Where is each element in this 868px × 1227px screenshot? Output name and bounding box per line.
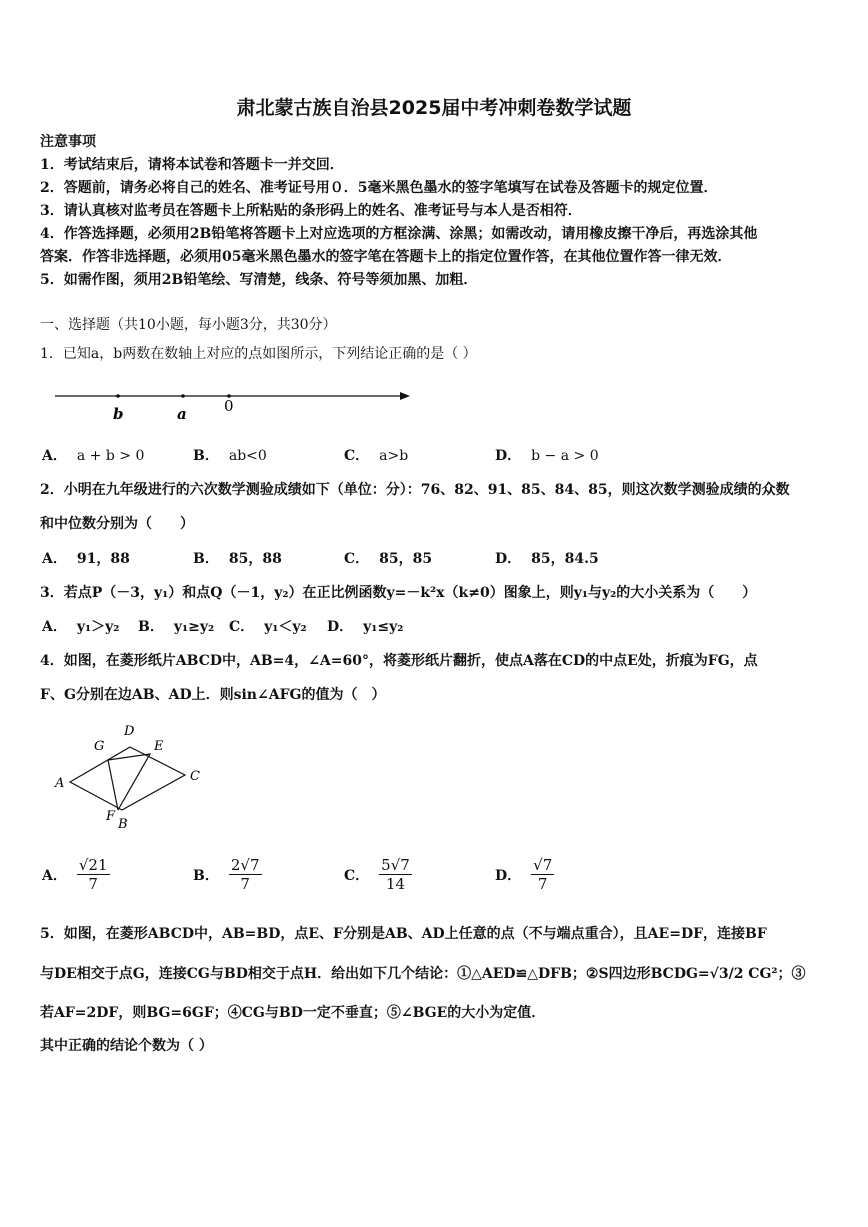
label-a: A (55, 776, 65, 791)
option-b[interactable] (193, 548, 282, 568)
option-d[interactable] (495, 445, 599, 465)
rhombus-outline (70, 747, 185, 810)
option-text: a>b (379, 448, 409, 464)
question-2-stem-cont: 和中位数分别为（ ） (40, 516, 194, 532)
arrow-icon (400, 392, 410, 400)
crease-line (108, 760, 118, 810)
option-a[interactable] (42, 616, 119, 636)
option-label: A． (42, 867, 67, 884)
fraction-numerator: √21 (78, 856, 108, 874)
label-zero: 0 (224, 397, 234, 415)
option-b[interactable] (193, 856, 262, 893)
option-c[interactable] (229, 616, 307, 636)
note-item: 2．答题前，请务必将自己的姓名、准考证号用０．5毫米黑色墨水的签字笔填写在试卷及答题卡的规定位置． (40, 180, 718, 196)
label-g: G (94, 739, 105, 754)
option-c[interactable] (344, 548, 432, 568)
option-label: B． (193, 551, 219, 567)
fraction-denominator: 14 (385, 875, 406, 893)
option-label: D． (495, 551, 522, 567)
option-text: ab<0 (228, 448, 267, 464)
label-e: E (154, 739, 164, 754)
page-title: 肃北蒙古族自治县2025届中考冲刺卷数学试题 (236, 97, 632, 119)
section-heading: 一、选择题（共10小题，每小题3分，共30分） (40, 317, 337, 333)
fraction-denominator: 7 (537, 875, 548, 893)
point-b (116, 394, 120, 398)
option-text: b − a > 0 (531, 448, 599, 464)
question-4-stem-cont: F、G分别在边AB、AD上．则sin∠AFG的值为（ ） (40, 687, 386, 703)
question-2-stem: 2．小明在九年级进行的六次数学测验成绩如下（单位：分）：76、82、91、85、84、85，则这次数学测验成绩的众数 (40, 482, 790, 498)
option-text: 85，88 (228, 551, 282, 567)
option-text: 85，84.5 (531, 551, 599, 567)
option-text: y₁＞y₂ (76, 619, 120, 635)
fraction (229, 856, 262, 893)
option-label: D． (327, 619, 354, 635)
question-5-stem: 5．如图，在菱形ABCD中，AB=BD，点E、F分别是AB、AD上任意的点（不与端点重合），且AE=DF，连接BF (40, 926, 767, 942)
option-label: B． (138, 619, 164, 635)
note-item: 1．考试结束后，请将本试卷和答题卡一并交回． (40, 157, 344, 173)
note-item: 4．作答选择题，必须用2B铅笔将答题卡上对应选项的方框涂满、涂黑；如需改动，请用橡皮擦干净后，再选涂其他 (40, 226, 758, 242)
fold-triangle (108, 754, 150, 810)
option-label: B． (193, 867, 219, 884)
option-text: a + b > 0 (76, 448, 145, 464)
option-text: y₁≥y₂ (173, 619, 215, 635)
fraction-numerator: √7 (533, 856, 553, 874)
fraction-denominator: 7 (240, 875, 250, 893)
option-a[interactable] (42, 445, 144, 465)
option-label: B． (193, 448, 219, 464)
option-text: y₁＜y₂ (264, 619, 307, 635)
fraction (77, 856, 110, 893)
fraction (379, 856, 412, 893)
option-text: 91，88 (76, 551, 130, 567)
option-label: C． (344, 867, 370, 884)
option-label: A． (42, 551, 67, 567)
option-text: 85，85 (379, 551, 433, 567)
label-d: D (124, 724, 135, 739)
rhombus-figure (50, 720, 210, 835)
option-label: C． (344, 551, 370, 567)
label-b: b (113, 405, 124, 423)
option-label: C． (344, 448, 370, 464)
label-f: F (106, 809, 116, 824)
option-label: A． (42, 448, 67, 464)
option-a[interactable] (42, 548, 130, 568)
label-a: a (177, 405, 187, 423)
option-a[interactable] (42, 856, 110, 893)
option-b[interactable] (193, 445, 267, 465)
question-3-stem: 3．若点P（－3，y₁）和点Q（－1，y₂）在正比例函数y=－k²x（k≠0）图象上，则y₁与y₂的大小关系为（ ） (40, 585, 757, 601)
option-b[interactable] (138, 616, 214, 636)
note-item: 5．如需作图，须用2B铅笔绘、写清楚，线条、符号等须加黑、加粗． (40, 272, 478, 288)
option-d[interactable] (495, 856, 554, 893)
option-label: D． (495, 867, 522, 884)
label-c: C (190, 769, 200, 784)
option-label: C． (229, 619, 255, 635)
notes-heading: 注意事项 (40, 134, 96, 150)
number-line-figure (50, 382, 420, 424)
question-5-stem-cont: 与DE相交于点G，连接CG与BD相交于点H．给出如下几个结论：①△AED≌△DFB；②S四边形BCDG=√3/2 CG²；③ (40, 966, 806, 982)
option-d[interactable] (327, 616, 403, 636)
question-5-stem-cont: 若AF=2DF，则BG=6GF；④CG与BD一定不垂直；⑤∠BGE的大小为定值． (40, 1005, 546, 1021)
option-c[interactable] (344, 445, 408, 465)
option-c[interactable] (344, 856, 412, 893)
point-a (181, 394, 185, 398)
note-item: 答案．作答非选择题，必须用05毫米黑色墨水的签字笔在答题卡上的指定位置作答，在其他位置作答一律无效． (40, 249, 732, 265)
note-item: 3．请认真核对监考员在答题卡上所粘贴的条形码上的姓名、准考证号与本人是否相符． (40, 203, 582, 219)
fraction-numerator: 2√7 (230, 856, 260, 874)
fraction-numerator: 5√7 (381, 856, 410, 874)
question-5-prompt: 其中正确的结论个数为（ ） (40, 1038, 213, 1054)
option-label: A． (42, 619, 67, 635)
question-1-stem: 1．已知a，b两数在数轴上对应的点如图所示，下列结论正确的是（ ） (40, 346, 477, 362)
question-4-stem: 4．如图，在菱形纸片ABCD中，AB=4，∠A=60°，将菱形纸片翻折，使点A落在CD的中点E处，折痕为FG，点 (40, 653, 758, 669)
fraction-denominator: 7 (88, 875, 98, 893)
option-d[interactable] (495, 548, 599, 568)
option-text: y₁≤y₂ (363, 619, 404, 635)
fraction (531, 856, 554, 893)
option-label: D． (495, 448, 522, 464)
label-b: B (118, 817, 128, 832)
